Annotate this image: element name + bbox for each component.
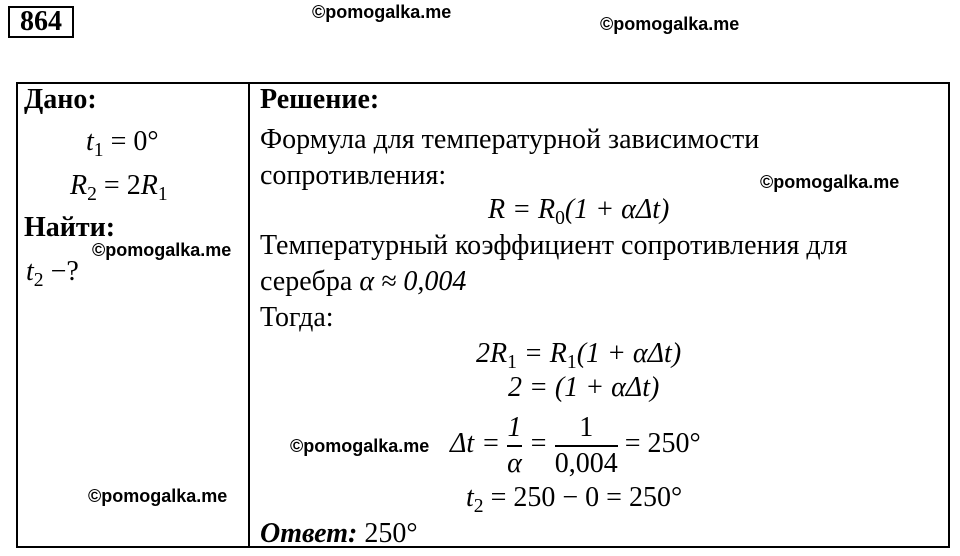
equation-1: $2R_1 = R_1(1 + \alpha\Delta t)$ xyxy=(476,338,682,373)
given-t1: $t_1 = 0^\circ$ xyxy=(86,126,159,161)
solution-text-line: серебра α ≈ 0,004 xyxy=(260,266,467,297)
find-t2: $t_2$ −? xyxy=(26,256,79,291)
equation-3: Δt = $\frac{1}{\alpha}$ = $\frac{1}{0,004}$ = 250° xyxy=(450,411,701,479)
solution-text-line: Температурный коэффициент сопротивления для xyxy=(260,230,848,261)
problem-number: 864 xyxy=(8,6,74,38)
solution-text-line: Тогда: xyxy=(260,302,334,333)
watermark: ©pomogalka.me xyxy=(312,2,452,22)
watermark: ©pomogalka.me xyxy=(600,14,740,34)
equation-2: 2 = (1 + αΔt) xyxy=(508,372,660,403)
watermark: ©pomogalka.me xyxy=(290,436,430,456)
find-title: Найти: xyxy=(24,212,116,243)
given-title: Дано: xyxy=(24,84,97,115)
formula-resistance: $R = R_0(1 + \alpha\Delta t)$ xyxy=(488,194,670,229)
equation-4: $t_2 = 250 - 0 = 250^\circ$ xyxy=(466,482,683,517)
watermark: ©pomogalka.me xyxy=(92,240,232,260)
solution-text-line: Формула для температурной зависимости xyxy=(260,124,760,155)
fraction-1: $\frac{1}{\alpha}$ xyxy=(507,411,522,479)
watermark: ©pomogalka.me xyxy=(88,486,228,506)
column-divider xyxy=(248,82,250,548)
fraction-2: $\frac{1}{0,004}$ xyxy=(554,411,618,479)
answer: Ответ: 250° xyxy=(260,518,418,549)
solution-title: Решение: xyxy=(260,84,380,115)
watermark: ©pomogalka.me xyxy=(760,172,900,192)
solution-text-line: сопротивления: xyxy=(260,160,447,191)
given-r2: $R_2 = 2R_1$ xyxy=(70,170,168,205)
